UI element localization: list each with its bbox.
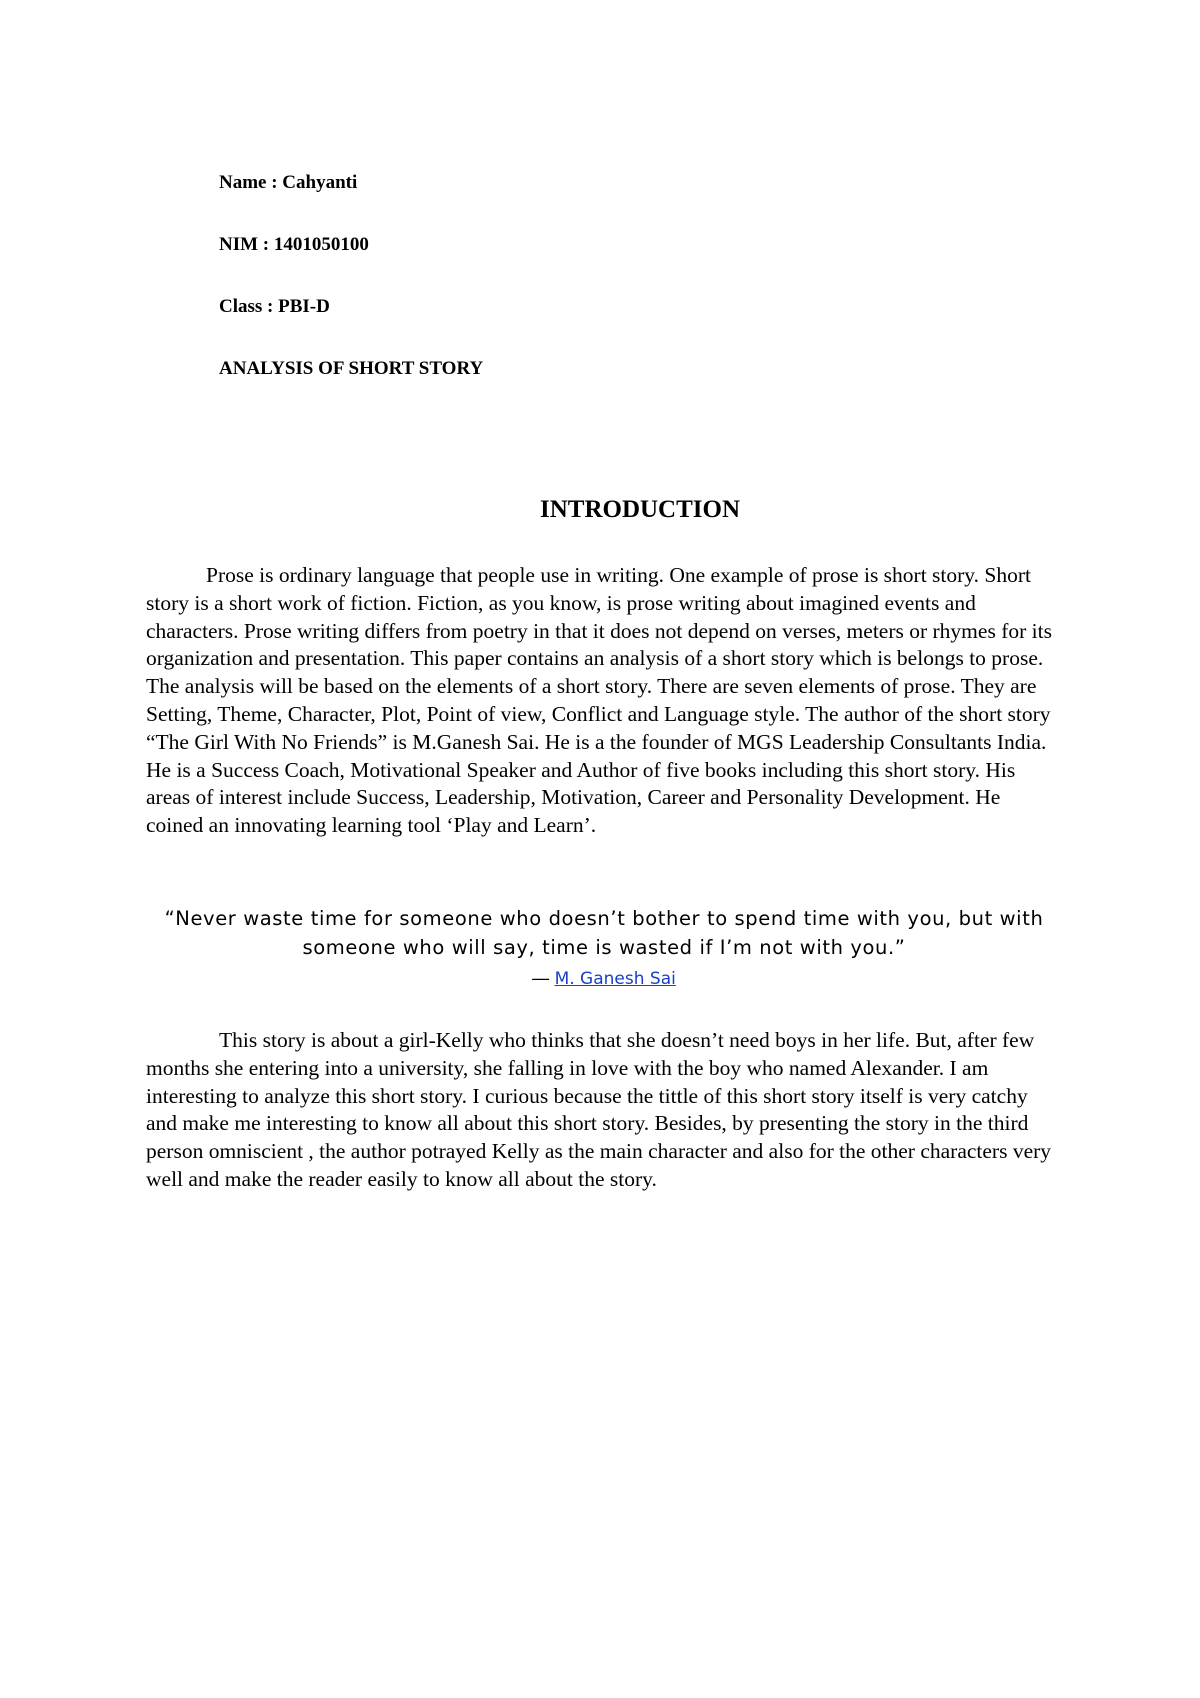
paper-title: ANALYSIS OF SHORT STORY bbox=[219, 358, 484, 379]
story-paragraph-text: This story is about a girl-Kelly who thinks that she doesn’t need boys in her life. But, after few months she entering into a university, she falling in love with the boy who named Alexander. I am interesting to analyze this short story. I curious because the tittle of this short story itself is very catchy and make me interesting to know all about this short story. Besides, by presenting the story in the third person omniscient , the author potrayed Kelly as the main character and also for the other characters very well and make the reader easily to know all about the story. bbox=[146, 1028, 1052, 1191]
intro-paragraph-text: Prose is ordinary language that people use in writing. One example of prose is short story. Short story is a short work of fiction. Fiction, as you know, is prose writing about imagined events and characters. Prose writing differs from poetry in that it does not depend on verses, meters or rhymes for its organization and presentation. This paper contains an analysis of a short story which is belongs to prose. The analysis will be based on the elements of a short story. There are seven elements of prose. They are Setting, Theme, Character, Plot, Point of view, Conflict and Language style. The author of the short story “The Girl With No Friends” is M.Ganesh Sai. He is a the founder of MGS Leadership Consultants India. He is a Success Coach, Motivational Speaker and Author of five books including this short story. His areas of interest include Success, Leadership, Motivation, Career and Personality Development. He coined an innovating learning tool ‘Play and Learn’. bbox=[146, 563, 1052, 838]
intro-paragraph bbox=[146, 562, 1062, 840]
quote-attribution bbox=[146, 968, 1062, 990]
student-nim: NIM : 1401050100 bbox=[219, 234, 369, 255]
student-class: Class : PBI-D bbox=[219, 296, 330, 317]
quote-dash: ― bbox=[532, 969, 550, 989]
quote-author-link[interactable]: M. Ganesh Sai bbox=[554, 969, 676, 989]
story-paragraph bbox=[146, 1027, 1062, 1194]
quote-text: “Never waste time for someone who doesn’t bother to spend time with you, but with someone who will say, time is wasted if I’m not with you.” bbox=[164, 907, 1044, 959]
header-block bbox=[219, 172, 819, 420]
section-heading: INTRODUCTION bbox=[539, 496, 741, 523]
student-name: Name : Cahyanti bbox=[219, 172, 358, 193]
